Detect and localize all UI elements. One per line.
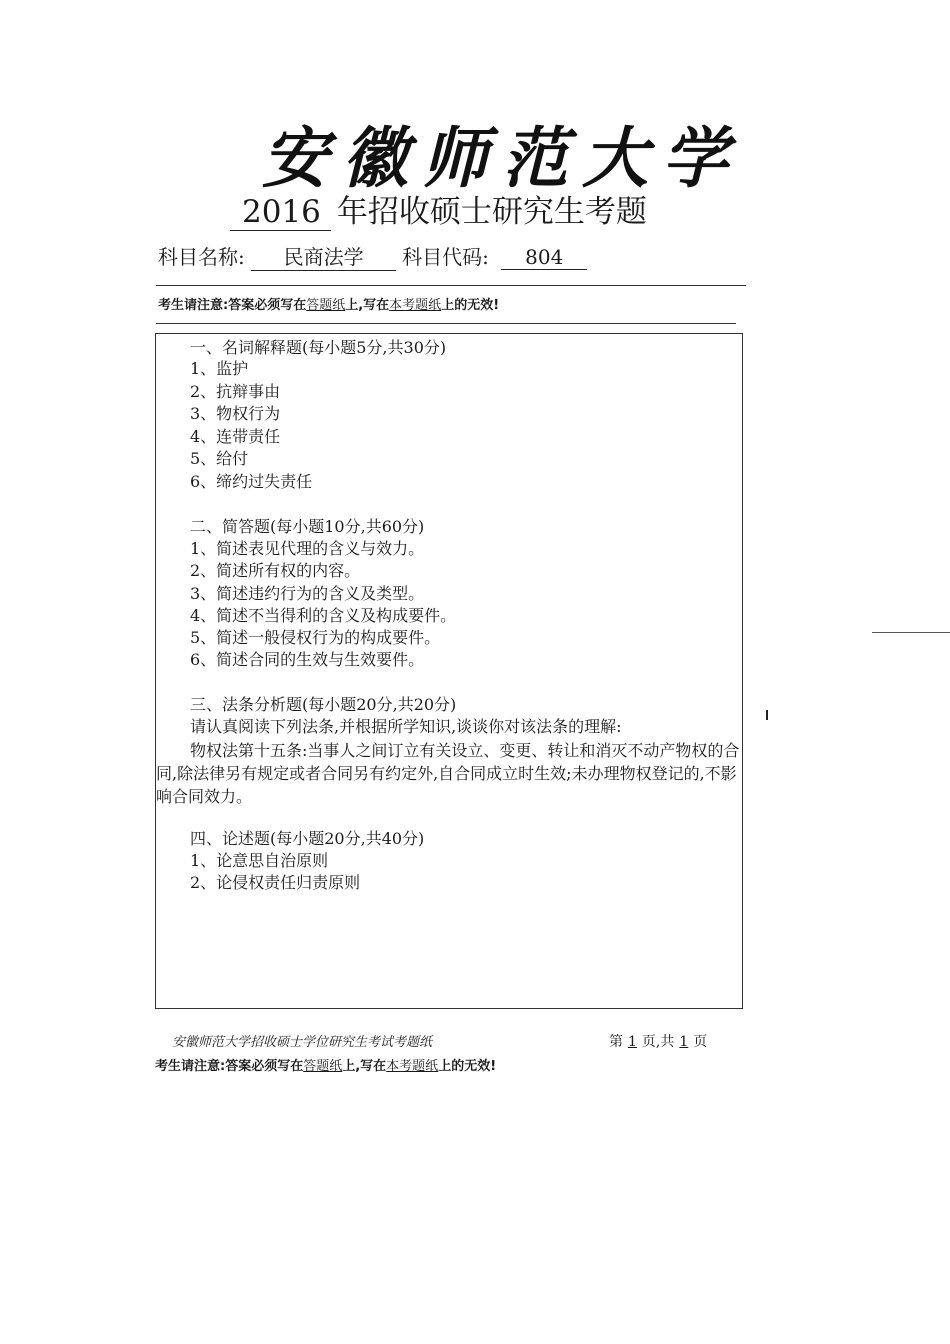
notice-answer-sheet: 答题纸 (303, 1059, 343, 1074)
scan-line (872, 632, 950, 633)
section-heading: 二、简答题(每小题10分,共60分) (190, 517, 425, 536)
section-heading: 一、名词解释题(每小题5分,共30分) (190, 338, 447, 357)
notice-question-sheet: 本考题纸 (386, 1059, 439, 1074)
university-name: 安徽师范大学 (262, 119, 742, 197)
page-current: 1 (628, 1034, 637, 1050)
question-item: 2、简述所有权的内容。 (190, 561, 361, 580)
exam-title (230, 186, 647, 231)
notice-answer-sheet: 答题纸 (306, 298, 346, 313)
question-item: 5、简述一般侵权行为的构成要件。 (190, 628, 441, 647)
section-heading: 四、论述题(每小题20分,共40分) (190, 829, 425, 848)
question-item: 3、简述违约行为的含义及类型。 (190, 584, 425, 603)
notice-text: 考生请注意:答案必须写在 (158, 298, 307, 313)
page-text: 页,共 (641, 1034, 675, 1050)
notice-top (158, 294, 499, 313)
page-text: 第 (609, 1034, 623, 1050)
divider-top (156, 285, 746, 286)
question-item: 2、抗辩事由 (190, 382, 281, 401)
subject-line (158, 241, 587, 271)
question-item: 1、论意思自治原则 (190, 851, 329, 870)
divider-bottom (156, 323, 736, 324)
notice-text: 上的无效! (438, 1059, 497, 1074)
subject-code: 804 (501, 245, 587, 270)
footer-label: 安徽师范大学招收硕士学位研究生考试考题纸 (172, 1035, 433, 1050)
question-item: 6、简述合同的生效与生效要件。 (190, 650, 425, 669)
subject-name-label: 科目名称: (158, 245, 245, 269)
exam-year: 2016 (230, 194, 331, 231)
notice-text: 上,写在 (342, 1059, 387, 1074)
notice-text: 考生请注意:答案必须写在 (155, 1059, 304, 1074)
scan-mark (766, 710, 768, 720)
section-heading: 三、法条分析题(每小题20分,共20分) (190, 695, 457, 714)
subject-name: 民商法学 (251, 241, 396, 271)
page-number (609, 1031, 707, 1051)
question-item: 1、监护 (190, 359, 249, 378)
notice-text: 上的无效! (441, 298, 500, 313)
notice-question-sheet: 本考题纸 (389, 298, 442, 313)
question-item: 1、简述表见代理的含义与效力。 (190, 539, 425, 558)
question-item: 3、物权行为 (190, 404, 281, 423)
page-text: 页 (693, 1034, 708, 1050)
question-item: 4、连带责任 (190, 427, 281, 446)
question-item: 6、缔约过失责任 (190, 472, 313, 491)
notice-bottom (155, 1055, 496, 1074)
question-item: 5、给付 (190, 449, 249, 468)
question-item: 2、论侵权责任归责原则 (190, 873, 361, 892)
page-total: 1 (679, 1034, 689, 1050)
exam-title-text: 年招收硕士研究生考题 (336, 194, 647, 230)
analysis-intro: 请认真阅读下列法条,并根据所学知识,谈谈你对该法条的理解: (190, 717, 622, 736)
law-article-text: 物权法第十五条:当事人之间订立有关设立、变更、转让和消灭不动产物权的合同,除法律另有规定或者合同另有约定外,自合同成立时生效;未办理物权登记的,不影响合同效力。 (156, 741, 740, 806)
subject-code-label: 科目代码: (402, 245, 489, 269)
question-item: 4、简述不当得利的含义及构成要件。 (190, 606, 457, 625)
notice-text: 上,写在 (345, 298, 390, 313)
